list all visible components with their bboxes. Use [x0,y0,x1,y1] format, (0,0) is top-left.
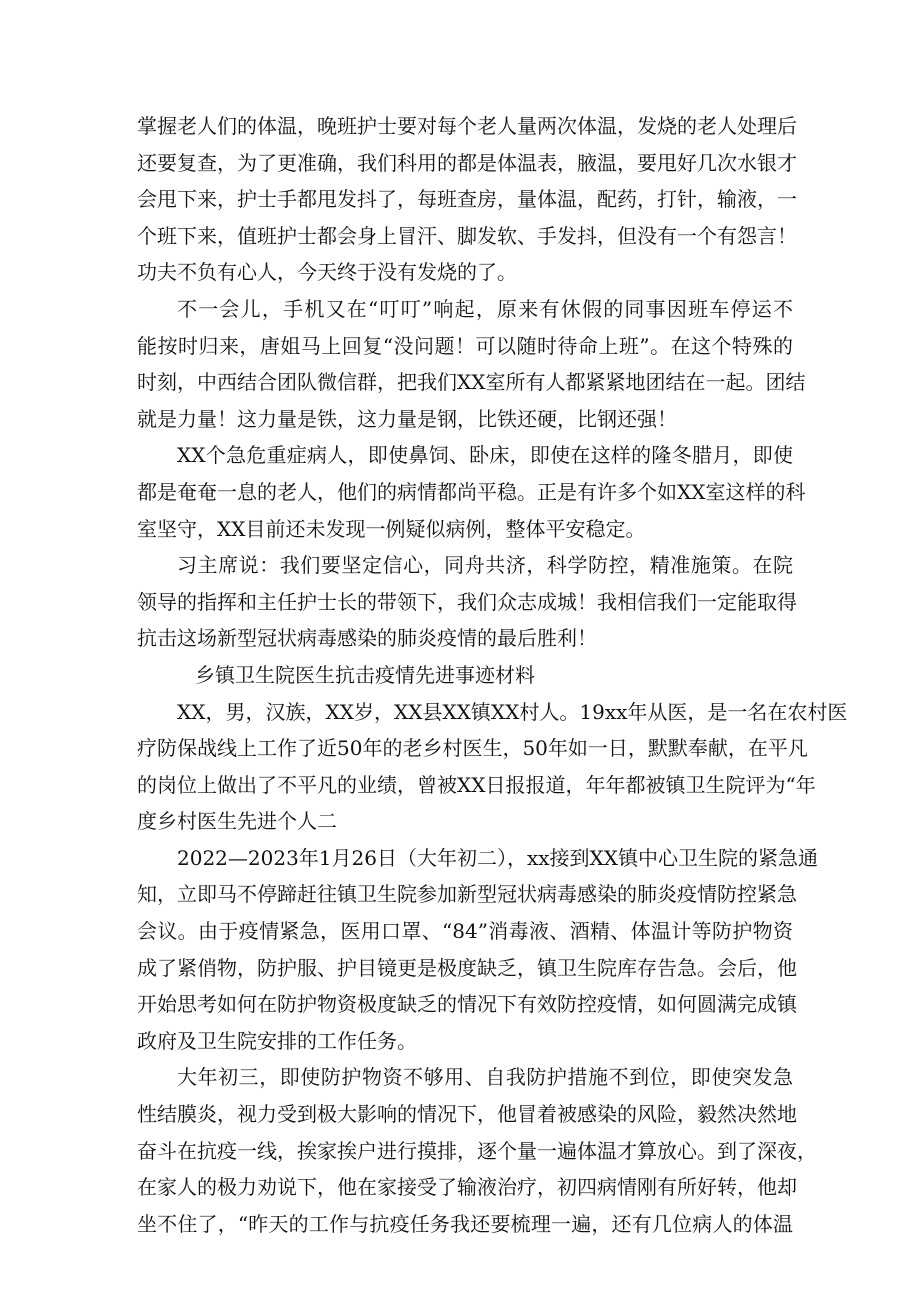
section-heading: 乡镇卫生院医生抗击疫情先进事迹材料 [195,662,535,687]
text-line: 在家人的极力劝说下，他在家接受了输液治疗，初四病情刚有所好转，他却 [137,1175,797,1200]
text-line: XX，男，汉族，XX岁，XX县XX镇XX村人。19xx年从医，是一名在农村医 [177,699,848,724]
document-body [137,108,848,1242]
text-line: 不一会儿，手机又在“叮叮”响起，原来有休假的同事因班车停运不 [177,296,793,321]
text-line: 性结膜炎，视力受到极大影响的情况下，他冒着被感染的风险，毅然决然地 [137,1102,797,1127]
text-line: 会议。由于疫情紧急，医用口罩、“84”消毒液、酒精、体温计等防护物资 [137,919,793,944]
text-line: XX个急危重症病人，即使鼻饲、卧床，即使在这样的隆冬腊月，即使 [177,443,793,468]
text-line: 成了紧俏物，防护服、护目镜更是极度缺乏，镇卫生院库存告急。会后，他 [137,955,797,980]
text-line: 抗击这场新型冠状病毒感染的肺炎疫情的最后胜利！ [137,626,597,651]
text-line: 大年初三，即使防护物资不够用、自我防护措施不到位，即使突发急 [177,1065,793,1090]
text-line: 还要复查，为了更准确，我们科用的都是体温表，腋温，要甩好几次水银才 [137,150,797,175]
text-line: 习主席说：我们要坚定信心，同舟共济，科学防控，精准施策。在院 [177,553,793,578]
text-line: 个班下来，值班护士都会身上冒汗、脚发软、手发抖，但没有一个有怨言！ [137,223,797,248]
text-line: 就是力量！这力量是铁，这力量是钢，比铁还硬，比钢还强！ [137,406,677,431]
text-line: 知，立即马不停蹄赶往镇卫生院参加新型冠状病毒感染的肺炎疫情防控紧急 [137,882,797,907]
text-line: 能按时归来，唐姐马上回复“没问题！可以随时待命上班”。在这个特殊的 [137,333,793,358]
text-line: 疗防保战线上工作了近50年的老乡村医生，50年如一日，默默奉献，在平凡 [137,736,808,761]
text-line: 室坚守，XX目前还未发现一例疑似病例，整体平安稳定。 [137,516,646,541]
text-line: 领导的指挥和主任护士长的带领下，我们众志成城！我相信我们一定能取得 [137,589,797,614]
text-line: 政府及卫生院安排的工作任务。 [137,1028,417,1053]
text-line: 2022—2023年1月26日（大年初二），xx接到XX镇中心卫生院的紧急通 [177,845,819,870]
text-line: 时刻，中西结合团队微信群，把我们XX室所有人都紧紧地团结在一起。团结 [137,370,806,395]
text-line: 功夫不负有心人，今天终于没有发烧的了。 [137,260,517,285]
text-line: 会甩下来，护士手都甩发抖了，每班查房，量体温，配药，打针，输液，一 [137,187,797,212]
text-line: 掌握老人们的体温，晚班护士要对每个老人量两次体温，发烧的老人处理后 [137,114,797,138]
text-line: 的岗位上做出了不平凡的业绩，曾被XX日报报道，年年都被镇卫生院评为“年 [137,772,816,797]
text-line: 坐不住了，“昨天的工作与抗疫任务我还要梳理一遍，还有几位病人的体温 [137,1211,793,1236]
text-line: 奋斗在抗疫一线，挨家挨户进行摸排，逐个量一遍体温才算放心。到了深夜， [137,1138,817,1163]
text-line: 开始思考如何在防护物资极度缺乏的情况下有效防控疫情，如何圆满完成镇 [137,992,797,1017]
text-line: 度乡村医生先进个人二 [137,809,337,834]
text-line: 都是奄奄一息的老人，他们的病情都尚平稳。正是有许多个如XX室这样的科 [137,479,806,504]
